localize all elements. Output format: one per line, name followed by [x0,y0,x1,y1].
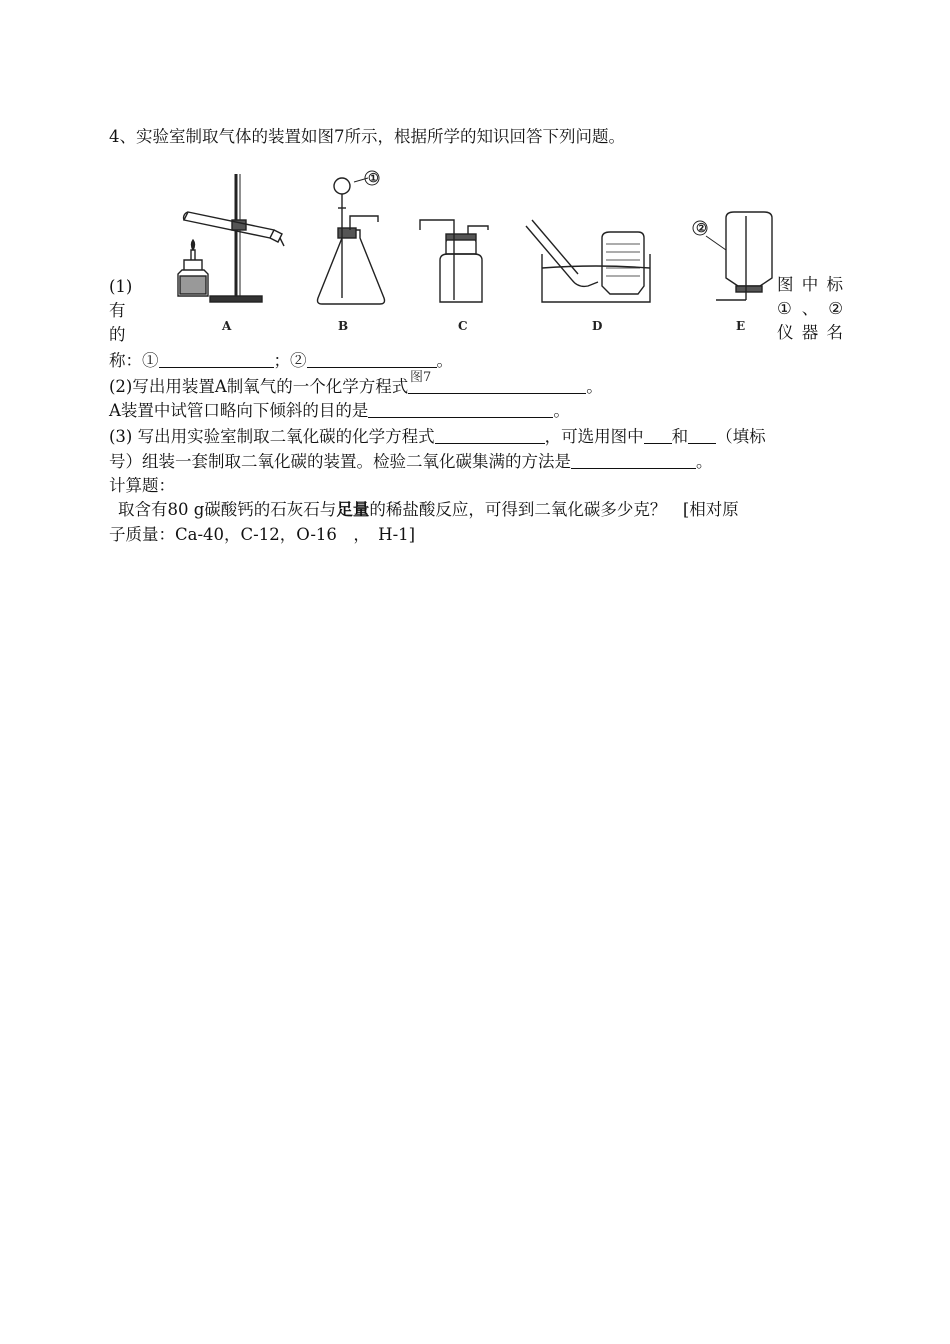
answer-blank-1[interactable] [159,351,274,368]
apparatus-e [693,212,772,300]
apparatus-a [178,174,284,302]
calc-text-b: 的稀盐酸反应，可得到二氧化碳多少克？ [相对原 [369,500,739,519]
q2-line-2 [109,401,570,421]
label-a: A [222,319,232,333]
answer-blank-5[interactable] [435,427,545,444]
q1-right-1: 图中标 [777,275,843,294]
calc-text-bold: 足量 [336,500,370,519]
answer-blank-6[interactable] [644,427,672,444]
answer-blank-7[interactable] [688,427,716,444]
label-e: E [736,319,746,333]
q3-text-5: 号）组装一套制取二氧化碳的装置。检验二氧化碳集满的方法是 [109,452,571,471]
answer-blank-3[interactable] [408,377,586,394]
calc-text-a: 取含有80 g碳酸钙的石灰石与 [118,500,337,519]
q3-text-1: (3) 写出用实验室制取二氧化碳的化学方程式 [109,427,435,446]
calc-line-2: 子质量：Ca-40，C-12，O-16 ， H-1] [109,525,416,544]
q3-line-1 [109,427,766,447]
q3-text-3: 和 [671,427,689,446]
figure-caption: 图7 [410,370,432,385]
answer-blank-4[interactable] [368,401,553,418]
q1-sep: ；② [273,351,307,370]
q2-text-2: A装置中试管口略向下倾斜的目的是 [109,401,369,420]
q2-end-2: 。 [553,401,570,420]
q3-text-2: ，可选用图中 [544,427,644,446]
q1-answer-line [109,351,453,371]
label-d: D [592,319,603,333]
q1-right-3: 仪器名 [777,323,843,342]
q1-left-1: (1) [109,277,133,296]
apparatus-b [318,171,385,304]
label-b: B [338,319,349,333]
question-title: 4、实验室制取气体的装置如图7所示，根据所学的知识回答下列问题。 [109,127,625,146]
q2-end-1: 。 [586,377,603,396]
q2-line-1 [109,377,603,397]
marker-2: ② [696,221,707,235]
q1-right-2: ①、② [777,299,843,318]
label-c: C [458,319,468,333]
apparatus-figure [170,168,790,346]
q3-end: 。 [696,452,713,471]
marker-1: ① [368,171,379,185]
apparatus-c [420,220,488,302]
calc-heading: 计算题： [109,476,175,495]
q3-text-4: （填标 [716,427,766,446]
q2-text-1: (2)写出用装置A制氧气的一个化学方程式 [109,377,409,396]
q1-end: 。 [436,351,453,370]
q3-line-2 [109,452,713,472]
answer-blank-8[interactable] [571,452,696,469]
apparatus-d [526,220,650,302]
calc-line-1 [118,500,739,520]
q1-left-2: 有 [109,301,126,320]
q1-left-3: 的 [109,325,126,344]
q1-prefix: 称：① [109,351,159,370]
